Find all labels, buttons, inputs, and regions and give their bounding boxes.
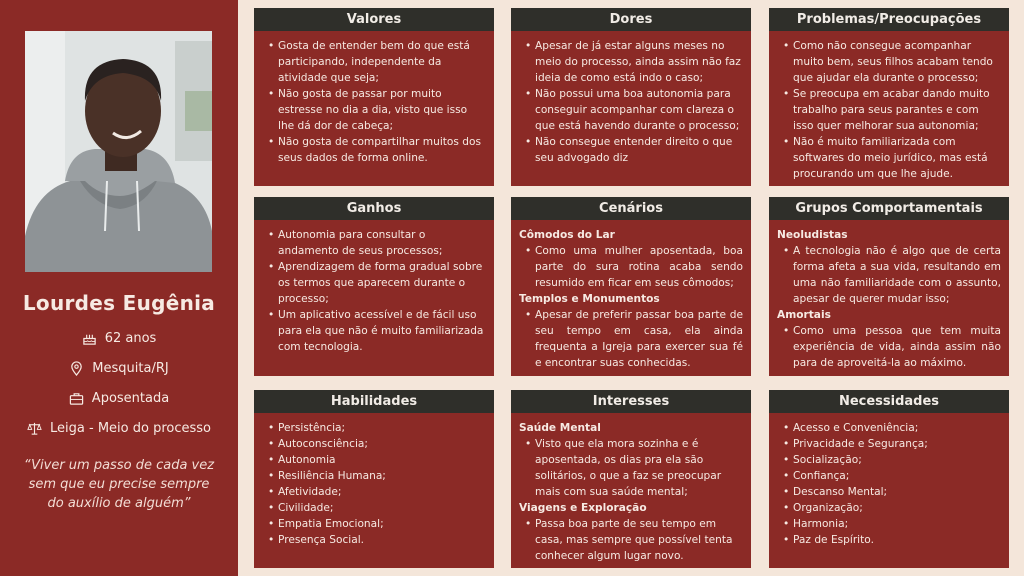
list-item: • Autonomia bbox=[262, 452, 486, 468]
persona-sidebar bbox=[0, 0, 238, 576]
list-item: • Apesar de já estar alguns meses no meio do processo, ainda assim não faz ideia de como está indo o caso; bbox=[519, 38, 743, 86]
ganhos-list bbox=[262, 227, 486, 355]
list-item: • Autoconsciência; bbox=[262, 436, 486, 452]
list-item: • Não gosta de compartilhar muitos dos seus dados de forma online. bbox=[262, 134, 486, 166]
persona-name: Lourdes Eugênia bbox=[22, 291, 216, 315]
card-body bbox=[769, 413, 1009, 548]
card-title: Problemas/Preocupações bbox=[769, 8, 1009, 31]
cake-icon bbox=[82, 331, 97, 346]
card-body bbox=[769, 220, 1009, 371]
interesses-list-2 bbox=[519, 516, 743, 564]
list-item: • Descanso Mental; bbox=[777, 484, 1001, 500]
list-item: • Apesar de preferir passar boa parte de seu tempo em casa, ela ainda frequenta a Igreja para exercer sua fé e encontrar suas conhecidas. bbox=[519, 307, 743, 371]
section-heading: Amortais bbox=[777, 309, 831, 321]
grupos-list-2 bbox=[777, 323, 1001, 371]
legal-status-row bbox=[0, 421, 238, 436]
list-item: • Como não consegue acompanhar muito bem, seus filhos acabam tendo que ajudar ela durante o processo; bbox=[777, 38, 1001, 86]
card-title: Necessidades bbox=[769, 390, 1009, 413]
card-ganhos bbox=[254, 197, 494, 376]
habilidades-list bbox=[262, 420, 486, 548]
card-title: Ganhos bbox=[254, 197, 494, 220]
list-item: • Civilidade; bbox=[262, 500, 486, 516]
persona-age: 62 anos bbox=[104, 331, 157, 346]
dores-list bbox=[519, 38, 743, 166]
list-item: • Aprendizagem de forma gradual sobre os termos que aparecem durante o processo; bbox=[262, 259, 486, 307]
list-item: • Como uma pessoa que tem muita experiência de vida, ainda assim não para de aproveitá-la ao máximo. bbox=[777, 323, 1001, 371]
list-item: • Resiliência Humana; bbox=[262, 468, 486, 484]
list-item: • Acesso e Conveniência; bbox=[777, 420, 1001, 436]
card-title: Habilidades bbox=[254, 390, 494, 413]
card-title: Interesses bbox=[511, 390, 751, 413]
list-item: • Não é muito familiarizada com softwares do meio jurídico, mas está procurando um que lhe ajude. bbox=[777, 134, 1001, 182]
scales-icon bbox=[27, 421, 42, 436]
grupos-list-1 bbox=[777, 243, 1001, 307]
card-grupos bbox=[769, 197, 1009, 376]
list-item: • Privacidade e Segurança; bbox=[777, 436, 1001, 452]
list-item: • Se preocupa em acabar dando muito trabalho para seus parantes e com isso quer melhorar sua autonomia; bbox=[777, 86, 1001, 134]
necessidades-list bbox=[777, 420, 1001, 548]
section-heading: Saúde Mental bbox=[519, 422, 601, 434]
interesses-list-1 bbox=[519, 436, 743, 500]
card-problemas bbox=[769, 8, 1009, 186]
card-body bbox=[254, 413, 494, 548]
section-heading: Cômodos do Lar bbox=[519, 229, 615, 241]
occupation-row bbox=[0, 391, 238, 406]
cenarios-list-1 bbox=[519, 243, 743, 291]
list-item: • Passa boa parte de seu tempo em casa, mas sempre que possível tenta conhecer algum lugar novo. bbox=[519, 516, 743, 564]
card-necessidades bbox=[769, 390, 1009, 568]
persona-location: Mesquita/RJ bbox=[92, 361, 169, 376]
card-body bbox=[511, 220, 751, 371]
card-cenarios bbox=[511, 197, 751, 376]
list-item: • Visto que ela mora sozinha e é aposentada, os dias pra ela são solitários, o que a faz se preocupar mais com sua saúde mental; bbox=[519, 436, 743, 500]
card-dores bbox=[511, 8, 751, 186]
persona-occupation: Aposentada bbox=[91, 391, 170, 406]
card-title: Cenários bbox=[511, 197, 751, 220]
list-item: • Autonomia para consultar o andamento de seus processos; bbox=[262, 227, 486, 259]
card-body bbox=[511, 31, 751, 166]
card-title: Dores bbox=[511, 8, 751, 31]
problemas-list bbox=[777, 38, 1001, 182]
card-habilidades bbox=[254, 390, 494, 568]
list-item: • Persistência; bbox=[262, 420, 486, 436]
valores-list bbox=[262, 38, 486, 166]
list-item: • Confiança; bbox=[777, 468, 1001, 484]
list-item: • Socialização; bbox=[777, 452, 1001, 468]
list-item: • Não possui uma boa autonomia para conseguir acompanhar com clareza o que está havendo durante o processo; bbox=[519, 86, 743, 134]
list-item: • Um aplicativo acessível e de fácil uso para ela que não é muito familiarizada com tecnologia. bbox=[262, 307, 486, 355]
age-row bbox=[0, 331, 238, 346]
list-item: • A tecnologia não é algo que de certa forma afeta a sua vida, resultando em uma não familiaridade com o assunto, apesar de querer mudar isso; bbox=[777, 243, 1001, 307]
location-row bbox=[0, 361, 238, 376]
list-item: • Afetividade; bbox=[262, 484, 486, 500]
persona-photo bbox=[25, 31, 212, 272]
list-item: • Harmonia; bbox=[777, 516, 1001, 532]
briefcase-icon bbox=[69, 391, 84, 406]
list-item: • Organização; bbox=[777, 500, 1001, 516]
list-item: • Paz de Espírito. bbox=[777, 532, 1001, 548]
persona-quote: “Viver um passo de cada vez sem que eu precise sempre do auxílio de alguém” bbox=[23, 458, 215, 511]
list-item: • Gosta de entender bem do que está participando, independente da atividade que seja; bbox=[262, 38, 486, 86]
list-item: • Presença Social. bbox=[262, 532, 486, 548]
card-body bbox=[511, 413, 751, 564]
location-pin-icon bbox=[69, 361, 84, 376]
persona-portrait-image bbox=[25, 31, 212, 272]
card-body bbox=[254, 220, 494, 355]
section-heading: Templos e Monumentos bbox=[519, 293, 660, 305]
list-item: • Empatia Emocional; bbox=[262, 516, 486, 532]
card-interesses bbox=[511, 390, 751, 568]
card-title: Grupos Comportamentais bbox=[769, 197, 1009, 220]
section-heading: Viagens e Exploração bbox=[519, 502, 647, 514]
list-item: • Não consegue entender direito o que seu advogado diz bbox=[519, 134, 743, 166]
persona-legal-status: Leiga - Meio do processo bbox=[50, 421, 211, 436]
card-body bbox=[254, 31, 494, 166]
list-item: • Como uma mulher aposentada, boa parte do sura rotina acaba sendo resumido em ficar em seus cômodos; bbox=[519, 243, 743, 291]
card-title: Valores bbox=[254, 8, 494, 31]
card-body bbox=[769, 31, 1009, 182]
card-valores bbox=[254, 8, 494, 186]
list-item: • Não gosta de passar por muito estresse no dia a dia, visto que isso lhe dá dor de cabeça; bbox=[262, 86, 486, 134]
cenarios-list-2 bbox=[519, 307, 743, 371]
section-heading: Neoludistas bbox=[777, 229, 848, 241]
